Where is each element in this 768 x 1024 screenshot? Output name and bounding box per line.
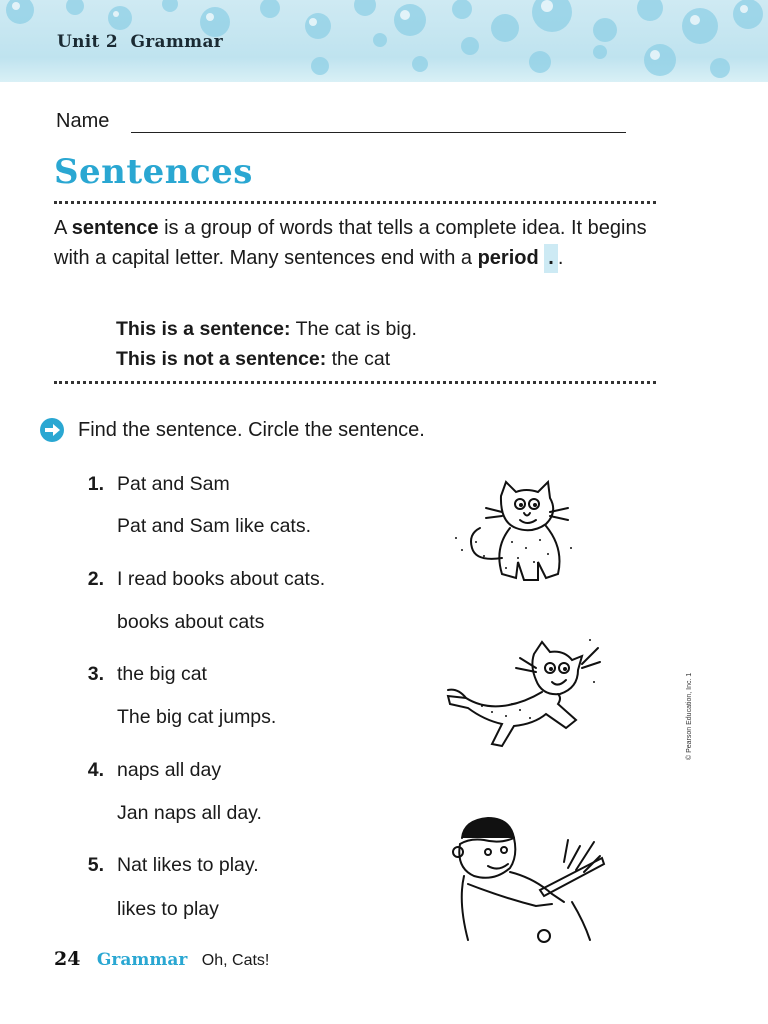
jumping-cat-illustration [442, 628, 602, 753]
item-number: 3. [87, 663, 104, 685]
page-number: 24 [54, 948, 81, 970]
item-choice-a[interactable]: the big cat [117, 663, 207, 685]
header-banner [0, 0, 768, 82]
item-choice-a[interactable]: Pat and Sam [117, 473, 230, 495]
sitting-cat-illustration [446, 478, 581, 590]
examples-block [116, 315, 417, 374]
unit-section: Grammar [130, 32, 224, 52]
example-sentence [116, 315, 417, 345]
period-mark: . [544, 244, 558, 274]
item-choice-b[interactable]: books about cats [117, 611, 265, 633]
footer-story: Oh, Cats! [201, 952, 270, 969]
def-part2: is a group of words that tells a complete idea. It begins with a capital letter. Many sentences end with a [54, 217, 647, 269]
page-footer [54, 948, 269, 970]
def-part1: A [54, 217, 72, 239]
dotted-divider-bottom [54, 381, 656, 384]
item-choice-a[interactable]: naps all day [117, 759, 222, 781]
unit-number: Unit 2 [57, 32, 119, 52]
item-choice-a[interactable]: Nat likes to play. [117, 854, 259, 876]
page-title: Sentences [54, 152, 253, 192]
item-choice-b[interactable]: Pat and Sam like cats. [117, 515, 312, 537]
copyright-text: © Pearson Education, Inc. 1 [686, 672, 693, 760]
item-number: 2. [87, 568, 104, 590]
def-term: sentence [71, 217, 159, 239]
instruction-text: Find the sentence. Circle the sentence. [78, 419, 425, 441]
example-label: This is a sentence: [116, 318, 291, 340]
definition-text [54, 214, 654, 273]
item-choice-b[interactable]: The big cat jumps. [117, 706, 277, 728]
item-number: 1. [87, 473, 104, 495]
example-label: This is not a sentence: [116, 347, 327, 370]
item-number: 4. [87, 759, 104, 781]
name-label: Name [56, 110, 110, 132]
item-number: 5. [87, 854, 104, 876]
boy-with-bat-illustration [444, 812, 606, 947]
item-choice-a[interactable]: I read books about cats. [117, 568, 326, 590]
arrow-right-icon [40, 418, 64, 442]
def-period-term: period [477, 246, 539, 269]
item-choice-b[interactable]: likes to play [117, 898, 219, 920]
def-end: . [557, 246, 564, 269]
example-not-sentence [116, 345, 417, 375]
name-input-line[interactable] [131, 132, 626, 133]
unit-label [57, 32, 223, 52]
item-choice-b[interactable]: Jan naps all day. [117, 802, 262, 824]
example-text: the cat [331, 347, 391, 370]
dotted-divider-top [54, 201, 656, 204]
example-text: The cat is big. [295, 318, 417, 340]
footer-section: Grammar [96, 950, 188, 970]
